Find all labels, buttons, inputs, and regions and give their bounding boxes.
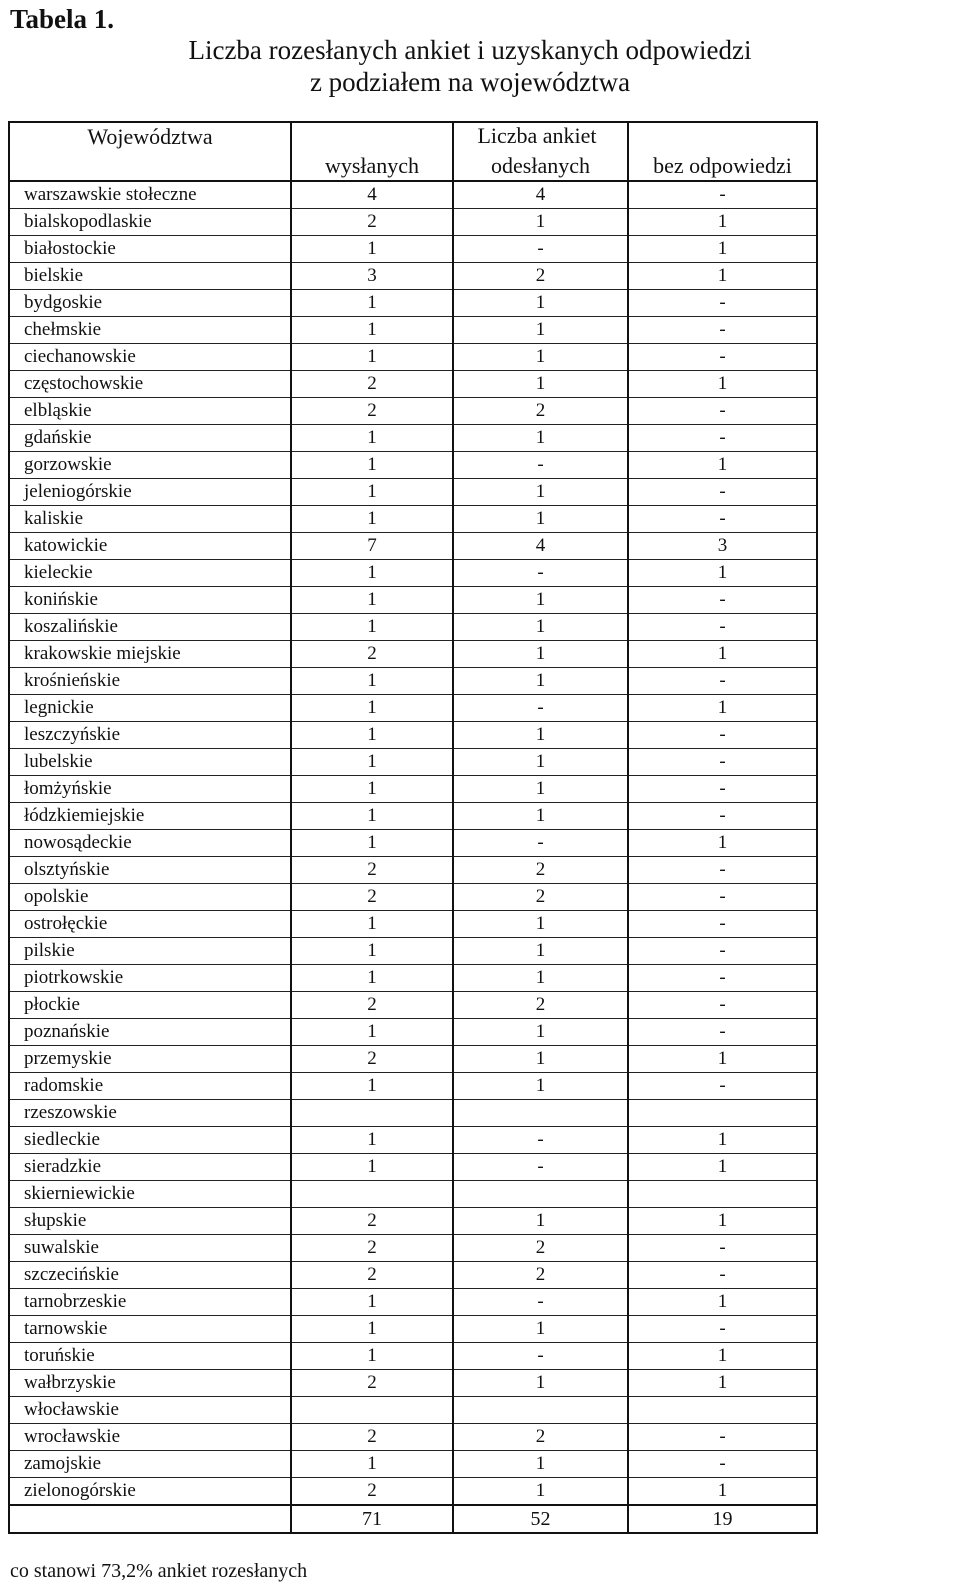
returned-count: [453, 1100, 628, 1127]
voivodeship-name: krakowskie miejskie: [9, 641, 291, 668]
returned-count: 1: [453, 1073, 628, 1100]
returned-count: 1: [453, 776, 628, 803]
header-sent-label: wysłanych: [324, 153, 420, 178]
table-row: [9, 317, 817, 344]
no-answer-count: -: [628, 1019, 817, 1046]
returned-count: -: [453, 452, 628, 479]
returned-count: 1: [453, 668, 628, 695]
sent-count: 1: [291, 506, 453, 533]
returned-count: 2: [453, 884, 628, 911]
voivodeship-name: elbląskie: [9, 398, 291, 425]
no-answer-count: 1: [628, 1046, 817, 1073]
voivodeship-name: bialskopodlaskie: [9, 209, 291, 236]
no-answer-count: -: [628, 290, 817, 317]
table-row: [9, 1127, 817, 1154]
table-row: [9, 1208, 817, 1235]
no-answer-count: [628, 1181, 817, 1208]
table-row: [9, 1235, 817, 1262]
table-row: [9, 1343, 817, 1370]
voivodeship-name: przemyskie: [9, 1046, 291, 1073]
returned-count: 1: [453, 371, 628, 398]
table-row: [9, 1154, 817, 1181]
voivodeship-name: pilskie: [9, 938, 291, 965]
table-row: [9, 209, 817, 236]
header-returned-label: odesłanych: [491, 153, 590, 178]
sent-count: 2: [291, 1370, 453, 1397]
no-answer-count: 1: [628, 263, 817, 290]
no-answer-count: -: [628, 614, 817, 641]
table-title-line-1: Liczba rozesłanych ankiet i uzyskanych odpowiedzi: [188, 35, 752, 65]
voivodeship-name: konińskie: [9, 587, 291, 614]
no-answer-count: -: [628, 803, 817, 830]
returned-count: -: [453, 695, 628, 722]
returned-count: 1: [453, 344, 628, 371]
no-answer-count: 1: [628, 1127, 817, 1154]
table-row: [9, 1262, 817, 1289]
totals-label: [9, 1505, 291, 1533]
no-answer-count: 3: [628, 533, 817, 560]
returned-count: 2: [453, 1262, 628, 1289]
returned-count: 1: [453, 1208, 628, 1235]
no-answer-count: -: [628, 398, 817, 425]
sent-count: 2: [291, 371, 453, 398]
returned-count: [453, 1181, 628, 1208]
returned-count: [453, 1397, 628, 1424]
sent-count: 1: [291, 1289, 453, 1316]
total-sent: 71: [291, 1505, 453, 1533]
voivodeship-name: poznańskie: [9, 1019, 291, 1046]
no-answer-count: -: [628, 965, 817, 992]
table-row: [9, 965, 817, 992]
voivodeship-name: łomżyńskie: [9, 776, 291, 803]
table-row: [9, 1397, 817, 1424]
sent-count: 1: [291, 317, 453, 344]
sent-count: 7: [291, 533, 453, 560]
no-answer-count: -: [628, 1262, 817, 1289]
returned-count: 1: [453, 614, 628, 641]
voivodeship-name: białostockie: [9, 236, 291, 263]
no-answer-count: -: [628, 1073, 817, 1100]
sent-count: 2: [291, 209, 453, 236]
voivodeship-name: koszalińskie: [9, 614, 291, 641]
returned-count: 4: [453, 181, 628, 209]
header-group-survey-count: Liczba ankiet: [477, 123, 597, 148]
voivodeship-name: rzeszowskie: [9, 1100, 291, 1127]
table-row: [9, 236, 817, 263]
sent-count: 1: [291, 803, 453, 830]
table-row: [9, 1370, 817, 1397]
returned-count: 1: [453, 911, 628, 938]
no-answer-count: 1: [628, 236, 817, 263]
no-answer-count: [628, 1397, 817, 1424]
returned-count: 1: [453, 506, 628, 533]
voivodeship-name: olsztyńskie: [9, 857, 291, 884]
sent-count: 1: [291, 1154, 453, 1181]
table-row: [9, 668, 817, 695]
no-answer-count: -: [628, 1316, 817, 1343]
sent-count: 1: [291, 614, 453, 641]
returned-count: -: [453, 1289, 628, 1316]
table-row: [9, 1019, 817, 1046]
no-answer-count: -: [628, 776, 817, 803]
sent-count: 1: [291, 938, 453, 965]
sent-count: 2: [291, 1424, 453, 1451]
returned-count: 2: [453, 398, 628, 425]
voivodeship-name: łódzkiemiejskie: [9, 803, 291, 830]
returned-count: -: [453, 1343, 628, 1370]
returned-count: 1: [453, 425, 628, 452]
voivodeship-name: jeleniogórskie: [9, 479, 291, 506]
no-answer-count: -: [628, 506, 817, 533]
table-row: [9, 1181, 817, 1208]
voivodeship-name: płockie: [9, 992, 291, 1019]
no-answer-count: -: [628, 668, 817, 695]
sent-count: 1: [291, 1343, 453, 1370]
no-answer-count: -: [628, 425, 817, 452]
no-answer-count: -: [628, 857, 817, 884]
sent-count: 2: [291, 1235, 453, 1262]
table-row: [9, 506, 817, 533]
returned-count: 1: [453, 641, 628, 668]
returned-count: 1: [453, 587, 628, 614]
voivodeship-name: bydgoskie: [9, 290, 291, 317]
no-answer-count: 1: [628, 830, 817, 857]
footnote: co stanowi 73,2% ankiet rozesłanych: [10, 1560, 308, 1582]
returned-count: 1: [453, 317, 628, 344]
no-answer-count: -: [628, 722, 817, 749]
table-header-row: [9, 122, 817, 181]
sent-count: 1: [291, 1019, 453, 1046]
voivodeship-name: włocławskie: [9, 1397, 291, 1424]
table-row: [9, 614, 817, 641]
returned-count: 1: [453, 1451, 628, 1478]
table-row: [9, 290, 817, 317]
sent-count: 1: [291, 479, 453, 506]
sent-count: 2: [291, 992, 453, 1019]
no-answer-count: 1: [628, 560, 817, 587]
sent-count: 1: [291, 452, 453, 479]
sent-count: 1: [291, 911, 453, 938]
sent-count: 1: [291, 830, 453, 857]
returned-count: -: [453, 236, 628, 263]
voivodeship-name: lubelskie: [9, 749, 291, 776]
sent-count: [291, 1397, 453, 1424]
sent-count: 1: [291, 587, 453, 614]
table-row: [9, 992, 817, 1019]
table-row: [9, 1451, 817, 1478]
returned-count: 1: [453, 1019, 628, 1046]
voivodeship-name: szczecińskie: [9, 1262, 291, 1289]
returned-count: 1: [453, 803, 628, 830]
no-answer-count: [628, 1100, 817, 1127]
voivodeship-name: tarnobrzeskie: [9, 1289, 291, 1316]
voivodeship-name: wałbrzyskie: [9, 1370, 291, 1397]
sent-count: 1: [291, 1127, 453, 1154]
table-row: [9, 695, 817, 722]
no-answer-count: 1: [628, 1289, 817, 1316]
returned-count: 2: [453, 857, 628, 884]
voivodeship-name: wrocławskie: [9, 1424, 291, 1451]
sent-count: 4: [291, 181, 453, 209]
table-row: [9, 398, 817, 425]
table-row: [9, 344, 817, 371]
returned-count: 1: [453, 1316, 628, 1343]
sent-count: 2: [291, 1046, 453, 1073]
voivodeship-name: piotrkowskie: [9, 965, 291, 992]
no-answer-count: 1: [628, 1154, 817, 1181]
voivodeship-name: ciechanowskie: [9, 344, 291, 371]
no-answer-count: 1: [628, 209, 817, 236]
table-row: [9, 1424, 817, 1451]
sent-count: 1: [291, 290, 453, 317]
voivodeship-name: radomskie: [9, 1073, 291, 1100]
no-answer-count: -: [628, 749, 817, 776]
no-answer-count: -: [628, 479, 817, 506]
no-answer-count: -: [628, 1424, 817, 1451]
voivodeship-name: bielskie: [9, 263, 291, 290]
sent-count: 1: [291, 1073, 453, 1100]
returned-count: 2: [453, 1235, 628, 1262]
totals-row: [9, 1505, 817, 1533]
no-answer-count: -: [628, 181, 817, 209]
table-row: [9, 776, 817, 803]
no-answer-count: -: [628, 992, 817, 1019]
voivodeship-name: legnickie: [9, 695, 291, 722]
table-row: [9, 1316, 817, 1343]
no-answer-count: 1: [628, 641, 817, 668]
returned-count: 2: [453, 1424, 628, 1451]
voivodeship-name: nowosądeckie: [9, 830, 291, 857]
returned-count: 1: [453, 938, 628, 965]
voivodeship-name: chełmskie: [9, 317, 291, 344]
no-answer-count: 1: [628, 1478, 817, 1506]
returned-count: 1: [453, 1370, 628, 1397]
table-row: [9, 803, 817, 830]
table-row: [9, 722, 817, 749]
total-returned: 52: [453, 1505, 628, 1533]
sent-count: 2: [291, 398, 453, 425]
table-row: [9, 857, 817, 884]
sent-count: 1: [291, 560, 453, 587]
sent-count: 2: [291, 884, 453, 911]
voivodeship-name: katowickie: [9, 533, 291, 560]
returned-count: -: [453, 1154, 628, 1181]
no-answer-count: 1: [628, 452, 817, 479]
sent-count: 1: [291, 776, 453, 803]
no-answer-count: -: [628, 1235, 817, 1262]
voivodeship-name: kaliskie: [9, 506, 291, 533]
returned-count: 1: [453, 749, 628, 776]
table-row: [9, 371, 817, 398]
voivodeship-name: warszawskie stołeczne: [9, 181, 291, 209]
table-row: [9, 1478, 817, 1506]
table-body: [9, 181, 817, 1505]
voivodeship-name: gdańskie: [9, 425, 291, 452]
table-title-line-2: z podziałem na województwa: [309, 67, 631, 97]
no-answer-count: 1: [628, 1208, 817, 1235]
table-row: [9, 452, 817, 479]
returned-count: 1: [453, 290, 628, 317]
table-row: [9, 587, 817, 614]
table-row: [9, 479, 817, 506]
returned-count: -: [453, 560, 628, 587]
table-row: [9, 263, 817, 290]
sent-count: 2: [291, 641, 453, 668]
returned-count: -: [453, 830, 628, 857]
sent-count: 2: [291, 1262, 453, 1289]
returned-count: 2: [453, 992, 628, 1019]
voivodeship-name: kieleckie: [9, 560, 291, 587]
header-no-answer-label: bez odpowiedzi: [653, 153, 792, 178]
sent-count: 1: [291, 695, 453, 722]
sent-count: 1: [291, 965, 453, 992]
no-answer-count: 1: [628, 1343, 817, 1370]
table-row: [9, 884, 817, 911]
returned-count: 1: [453, 1478, 628, 1506]
returned-count: 1: [453, 479, 628, 506]
sent-count: 1: [291, 668, 453, 695]
header-sent: [291, 122, 453, 181]
returned-count: 4: [453, 533, 628, 560]
returned-count: 1: [453, 722, 628, 749]
no-answer-count: -: [628, 938, 817, 965]
table-row: [9, 911, 817, 938]
voivodeship-name: częstochowskie: [9, 371, 291, 398]
sent-count: 2: [291, 857, 453, 884]
returned-count: 1: [453, 965, 628, 992]
no-answer-count: -: [628, 1451, 817, 1478]
voivodeship-name: gorzowskie: [9, 452, 291, 479]
table-row: [9, 641, 817, 668]
no-answer-count: -: [628, 884, 817, 911]
voivodeship-name: siedleckie: [9, 1127, 291, 1154]
table-row: [9, 938, 817, 965]
voivodeship-name: zielonogórskie: [9, 1478, 291, 1506]
table-row: [9, 830, 817, 857]
table-row: [9, 1046, 817, 1073]
sent-count: 1: [291, 1316, 453, 1343]
returned-count: -: [453, 1127, 628, 1154]
voivodeship-name: skierniewickie: [9, 1181, 291, 1208]
returned-count: 1: [453, 209, 628, 236]
returned-count: 2: [453, 263, 628, 290]
header-voivodeships: Województwa: [9, 122, 291, 181]
table-row: [9, 1073, 817, 1100]
no-answer-count: -: [628, 317, 817, 344]
sent-count: 2: [291, 1208, 453, 1235]
sent-count: [291, 1181, 453, 1208]
table-row: [9, 181, 817, 209]
table-row: [9, 560, 817, 587]
table-row: [9, 1289, 817, 1316]
no-answer-count: -: [628, 911, 817, 938]
no-answer-count: 1: [628, 371, 817, 398]
total-no-answer: 19: [628, 1505, 817, 1533]
no-answer-count: 1: [628, 1370, 817, 1397]
voivodeship-name: krośnieńskie: [9, 668, 291, 695]
voivodeship-name: toruńskie: [9, 1343, 291, 1370]
voivodeship-name: opolskie: [9, 884, 291, 911]
table-row: [9, 425, 817, 452]
sent-count: 1: [291, 236, 453, 263]
header-no-answer: [628, 122, 817, 181]
voivodeship-name: ostrołęckie: [9, 911, 291, 938]
sent-count: 3: [291, 263, 453, 290]
sent-count: 1: [291, 425, 453, 452]
table-row: [9, 1100, 817, 1127]
sent-count: 1: [291, 344, 453, 371]
sent-count: 1: [291, 749, 453, 776]
voivodeship-name: słupskie: [9, 1208, 291, 1235]
sent-count: 2: [291, 1478, 453, 1506]
sent-count: 1: [291, 722, 453, 749]
voivodeship-name: zamojskie: [9, 1451, 291, 1478]
no-answer-count: -: [628, 587, 817, 614]
sent-count: 1: [291, 1451, 453, 1478]
voivodeship-name: sieradzkie: [9, 1154, 291, 1181]
table-label: Tabela 1.: [10, 4, 115, 34]
sent-count: [291, 1100, 453, 1127]
voivodeship-name: suwalskie: [9, 1235, 291, 1262]
voivodeship-name: tarnowskie: [9, 1316, 291, 1343]
table-row: [9, 533, 817, 560]
returned-count: 1: [453, 1046, 628, 1073]
no-answer-count: -: [628, 344, 817, 371]
no-answer-count: 1: [628, 695, 817, 722]
survey-table: [8, 121, 818, 1534]
table-row: [9, 749, 817, 776]
voivodeship-name: leszczyńskie: [9, 722, 291, 749]
